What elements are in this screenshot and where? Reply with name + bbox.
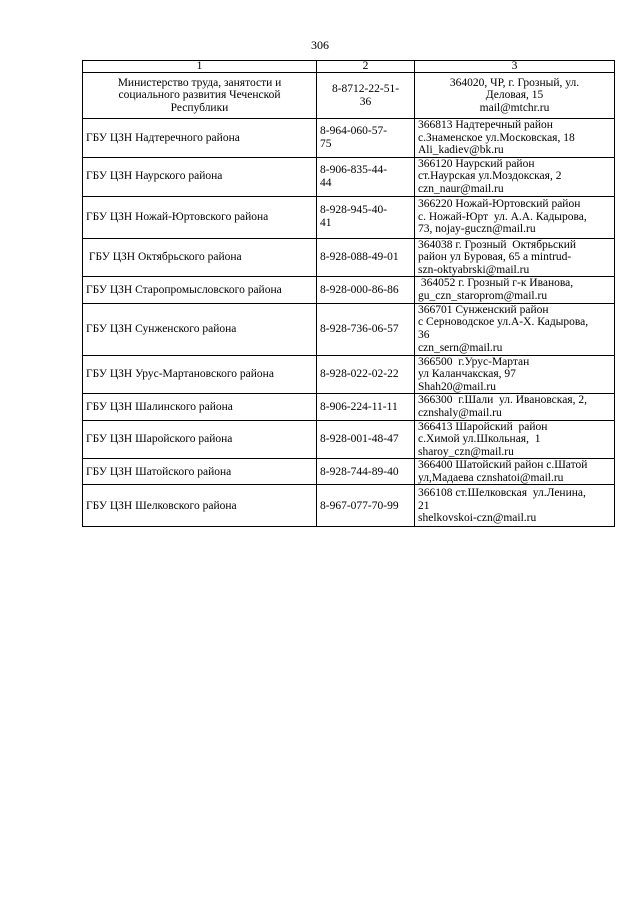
- phone-cell: [317, 277, 415, 303]
- organization-line: ГБУ ЦЗН Сунженского района: [86, 322, 237, 335]
- address-line: czn_naur@mail.ru: [418, 182, 504, 195]
- phone-line: 75: [320, 137, 332, 150]
- address-line: 366108 ст.Шелковская ул.Ленина,: [418, 487, 586, 500]
- address-line: szn-oktyabrski@mail.ru: [418, 263, 530, 276]
- address-cell: [415, 394, 615, 420]
- address-line: 21: [418, 499, 430, 512]
- address-line: 366701 Сунженский район: [418, 303, 549, 316]
- address-line: 366400 Шатойский район с.Шатой: [418, 459, 588, 472]
- organization-cell: [83, 73, 317, 119]
- organization-line: ГБУ ЦЗН Шатойского района: [86, 465, 232, 478]
- address-line: Shah20@mail.ru: [418, 380, 496, 393]
- phone-cell: [317, 238, 415, 277]
- table-row: [83, 157, 615, 196]
- address-line: ул Каланчакская, 97: [418, 368, 516, 381]
- table-row: [83, 238, 615, 277]
- phone-cell: [317, 459, 415, 485]
- address-cell: [415, 238, 615, 277]
- phone-line: 8-928-022-02-22: [320, 368, 399, 381]
- phone-cell: [317, 420, 415, 459]
- address-line: 366120 Наурский район: [418, 157, 535, 170]
- organization-cell: [83, 485, 317, 527]
- address-line: с Серноводское ул.А-Х. Кадырова,: [418, 316, 589, 329]
- phone-line: 8-906-835-44-: [320, 164, 388, 177]
- table-row: [83, 355, 615, 394]
- organization-line: ГБУ ЦЗН Октябрьского района: [86, 251, 242, 264]
- table-row: [83, 277, 615, 303]
- phone-line: 8-928-001-48-47: [320, 433, 399, 446]
- table-row: [83, 420, 615, 459]
- phone-cell: [317, 355, 415, 394]
- address-cell: [415, 277, 615, 303]
- address-line: район ул Буровая, 65 а mintrud-: [418, 251, 572, 264]
- address-line: cznshaly@mail.ru: [418, 406, 502, 419]
- organization-line: ГБУ ЦЗН Старопромысловского района: [86, 283, 282, 296]
- phone-line: 36: [359, 95, 372, 108]
- address-cell: [415, 355, 615, 394]
- phone-cell: [317, 485, 415, 527]
- phone-cell: [317, 303, 415, 355]
- address-line: Деловая, 15: [485, 89, 544, 102]
- organization-cell: [83, 459, 317, 485]
- table-row: [83, 196, 615, 238]
- address-line: с. Ножай-Юрт ул. А.А. Кадырова,: [418, 210, 587, 223]
- address-cell: [415, 303, 615, 355]
- organization-line: Министерство труда, занятости и: [117, 76, 282, 89]
- organization-cell: [83, 277, 317, 303]
- organization-cell: [83, 355, 317, 394]
- address-line: 364052 г. Грозный г-к Иванова,: [418, 277, 574, 290]
- table-row: [83, 485, 615, 527]
- phone-line: 41: [320, 217, 332, 230]
- phone-line: 8-8712-22-51-: [331, 82, 400, 95]
- organization-cell: [83, 303, 317, 355]
- phone-line: 8-928-736-06-57: [320, 322, 399, 335]
- page-number: 306: [311, 38, 329, 52]
- phone-line: 8-928-744-89-40: [320, 465, 399, 478]
- table-row: [83, 73, 615, 119]
- table-row: [83, 303, 615, 355]
- address-cell: [415, 196, 615, 238]
- header-row: [83, 61, 615, 73]
- phone-line: 8-967-077-70-99: [320, 499, 399, 512]
- address-line: с.Знаменское ул.Московская, 18: [418, 131, 575, 144]
- address-line: 366413 Шаройский район: [418, 420, 548, 433]
- address-line: mail@mtchr.ru: [479, 101, 550, 114]
- address-line: Ali_kadiev@bk.ru: [418, 144, 504, 157]
- organization-line: ГБУ ЦЗН Шалинского района: [86, 400, 233, 413]
- address-line: 364038 г. Грозный Октябрьский: [418, 238, 577, 251]
- organization-cell: [83, 196, 317, 238]
- organization-line: ГБУ ЦЗН Шаройского района: [86, 433, 233, 446]
- column-header-3: 3: [415, 61, 615, 73]
- address-line: 36: [418, 329, 430, 342]
- address-cell: [415, 73, 615, 119]
- phone-cell: [317, 196, 415, 238]
- address-line: с.Химой ул.Школьная, 1: [418, 433, 541, 446]
- table-body: [83, 73, 615, 527]
- phone-cell: [317, 394, 415, 420]
- address-line: ул,Мадаева cznshatoi@mail.ru: [418, 471, 564, 484]
- address-cell: [415, 119, 615, 158]
- organization-line: ГБУ ЦЗН Ножай-Юртовского района: [86, 210, 269, 223]
- organization-line: ГБУ ЦЗН Урус-Мартановского района: [86, 368, 274, 381]
- organization-cell: [83, 394, 317, 420]
- address-line: 73, nojay-guczn@mail.ru: [418, 223, 536, 236]
- phone-line: 8-928-000-86-86: [320, 283, 399, 296]
- organization-cell: [83, 238, 317, 277]
- organization-cell: [83, 420, 317, 459]
- address-line: shelkovskoi-czn@mail.ru: [418, 512, 537, 525]
- phone-line: 8-906-224-11-11: [320, 400, 398, 413]
- phone-cell: [317, 119, 415, 158]
- address-line: ст.Наурская ул.Моздокская, 2: [418, 170, 562, 183]
- address-line: 366813 Надтеречный район: [418, 119, 553, 131]
- address-line: gu_czn_staroprom@mail.ru: [418, 289, 548, 302]
- column-header-2: 2: [317, 61, 415, 73]
- phone-line: 44: [320, 176, 332, 189]
- organization-line: социального развития Чеченской: [118, 89, 281, 102]
- organization-line: Республики: [170, 101, 229, 114]
- address-cell: [415, 485, 615, 527]
- table-row: [83, 459, 615, 485]
- column-header-1: 1: [83, 61, 317, 73]
- phone-cell: [317, 73, 415, 119]
- phone-line: 8-964-060-57-: [320, 125, 388, 138]
- address-line: 364020, ЧР, г. Грозный, ул.: [449, 76, 580, 89]
- table-row: [83, 119, 615, 158]
- address-cell: [415, 420, 615, 459]
- address-line: 366500 г.Урус-Мартан: [418, 355, 530, 368]
- table-row: [83, 394, 615, 420]
- address-line: czn_sern@mail.ru: [418, 341, 503, 354]
- address-line: 366300 г.Шали ул. Ивановская, 2,: [418, 394, 587, 407]
- organization-line: ГБУ ЦЗН Шелковского района: [86, 499, 237, 512]
- address-line: 366220 Ножай-Юртовский район: [418, 198, 581, 211]
- organization-cell: [83, 119, 317, 158]
- organization-line: ГБУ ЦЗН Наурского района: [86, 170, 223, 183]
- phone-line: 8-928-088-49-01: [320, 251, 399, 264]
- contacts-table: [82, 60, 615, 527]
- organization-line: ГБУ ЦЗН Надтеречного района: [86, 131, 240, 144]
- phone-line: 8-928-945-40-: [320, 204, 388, 217]
- address-cell: [415, 157, 615, 196]
- organization-cell: [83, 157, 317, 196]
- address-line: sharoy_czn@mail.ru: [418, 445, 514, 458]
- address-cell: [415, 459, 615, 485]
- phone-cell: [317, 157, 415, 196]
